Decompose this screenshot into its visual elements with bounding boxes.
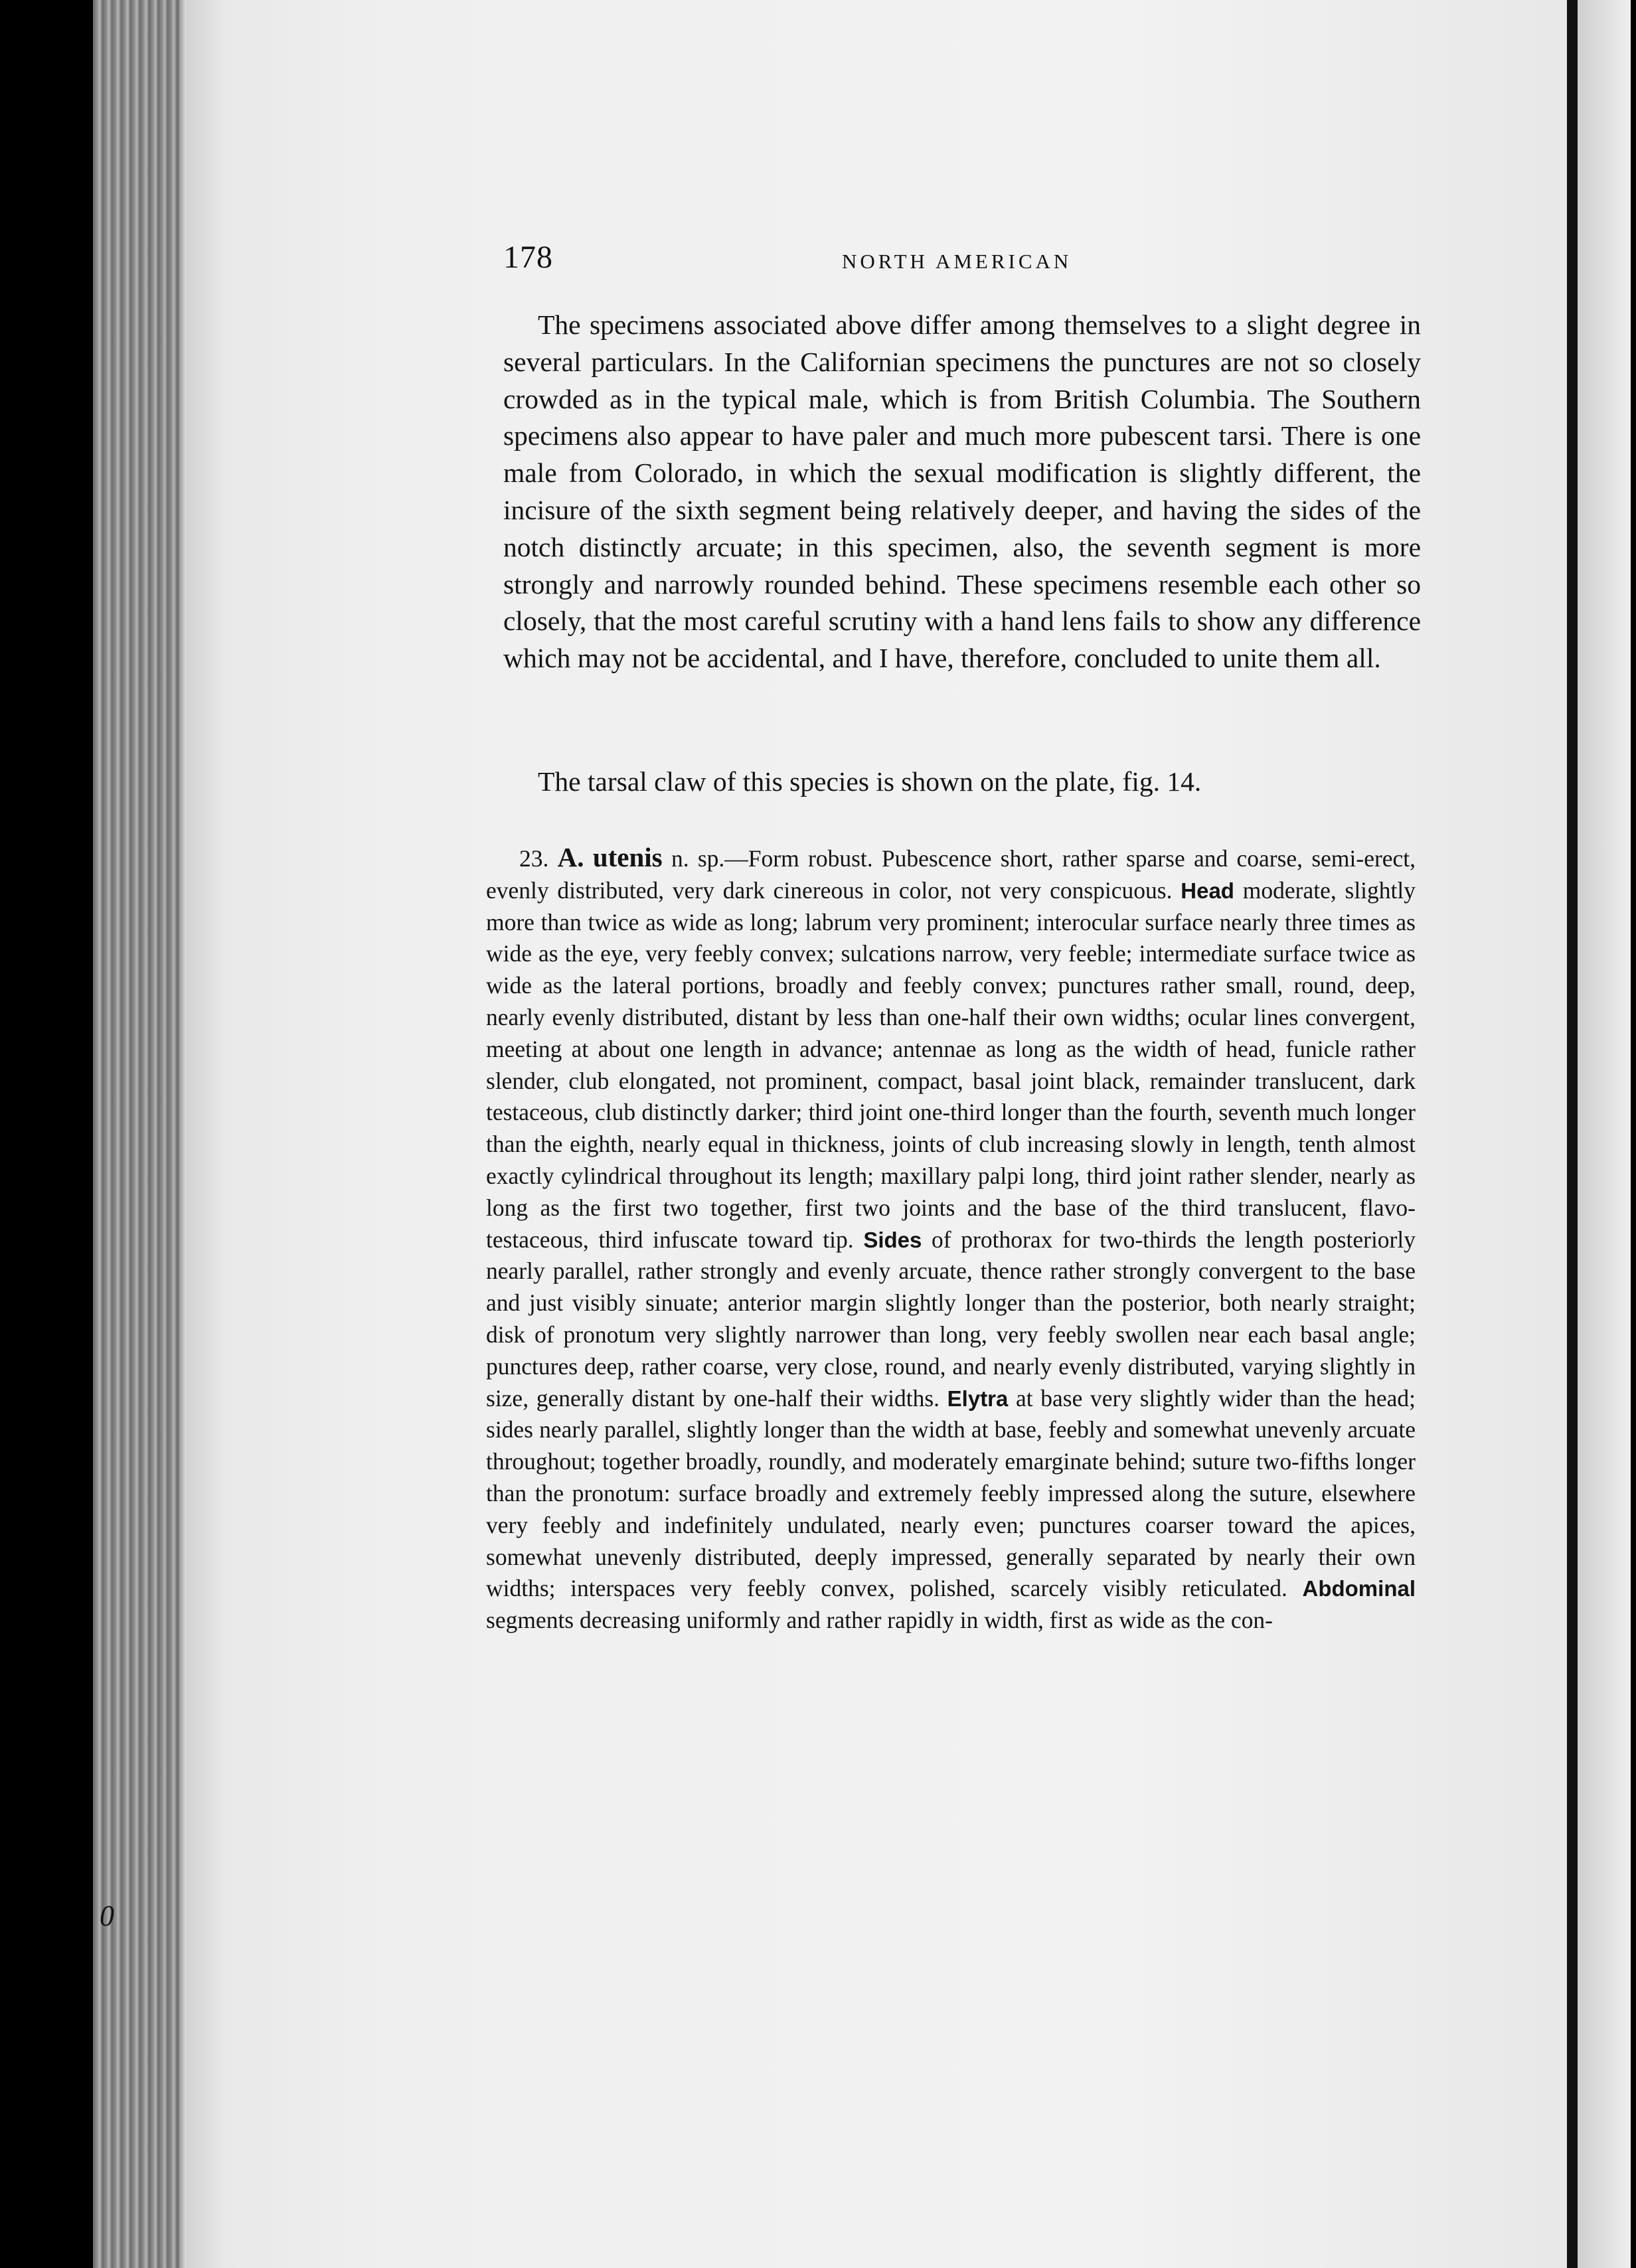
margin-mark: 0: [100, 1900, 114, 1932]
page-header: [503, 239, 1420, 285]
head-description: moderate, slightly more than twice as wide as long; labrum very prominent; interocular surface nearly three times as wide as the eye, very feebly convex; sulcations narrow, very feeble; intermediate surface twice as wide as the lateral portions, broadly and feebly convex; punctures rather small, round, deep, nearly evenly distributed, distant by less than one-half their own widths; ocular lines convergent, meeting at about one length in advance; antennae as long as the width of head, funicle rather slender, club elongated, not prominent, compact, basal joint black, remainder translucent, dark testaceous, club distinctly darker; third joint one-third longer than the fourth, seventh much longer than the eighth, nearly equal in thickness, joints of club increasing slowly in length, tenth almost exactly cylindrical throughout its length; maxillary palpi long, third joint rather slender, nearly as long as the first two together, first two joints and the base of the third translucent, flavo-testaceous, third infuscate toward tip.: [486, 876, 1416, 1253]
species-name: utenis: [592, 842, 663, 872]
entry-number: 23.: [519, 845, 549, 872]
scan-border-right: [1631, 0, 1636, 2268]
elytra-description: at base very slightly wider than the head; sides nearly parallel, slightly longer than the width at base, feebly and somewhat unevenly arcuate throughout; together broadly, roundly, and moderately emarginate behind; suture two-fifths longer than the pronotum: surface broadly and extremely feebly impressed along the suture, elsewhere very feebly and indefinitely undulated, nearly even; punctures coarser toward the apices, somewhat unevenly distributed, deeply impressed, generally separated by nearly their own widths; interspaces very feebly convex, polished, scarcely visibly reticulated.: [486, 1384, 1416, 1602]
head-label: Head: [1181, 878, 1234, 903]
species-description: [486, 842, 1416, 1637]
page-number: 178: [503, 240, 553, 275]
continuation-paragraph: The specimens associated above differ among themselves to a slight degree in several particulars. In the Californian specimens the punctures are not so closely crowded as in the typical male, which is from British Columbia. The Southern specimens also appear to have paler and much more pubescent tarsi. There is one male from Colorado, in which the sexual modification is slightly different, the incisure of the sixth segment being relatively deeper, and having the sides of the notch distinctly arcuate; in this specimen, also, the seventh segment is more strongly and narrowly rounded behind. These specimens resemble each other so closely, that the most careful scrutiny with a hand lens fails to show any difference which may not be accidental, and I have, therefore, concluded to unite them all.: [503, 309, 1421, 674]
sides-label: Sides: [863, 1227, 922, 1252]
abdominal-label: Abdominal: [1302, 1576, 1416, 1601]
facing-page-sliver: [1578, 0, 1636, 2268]
tarsal-claw-note: The tarsal claw of this species is shown on the plate, fig. 14.: [538, 766, 1202, 797]
genus-abbreviation: A.: [557, 842, 584, 872]
running-head: NORTH AMERICAN: [842, 250, 1072, 273]
elytra-label: Elytra: [947, 1386, 1009, 1411]
book-gutter: [1567, 0, 1578, 2268]
abdominal-description: segments decreasing uniformly and rather rapidly in width, first as wide as the con-: [486, 1607, 1273, 1634]
description-intro: n. sp.—Form robust. Pubescence short, rather sparse and coarse, semi-erect, evenly distributed, very dark cinereous in color, not very conspicuous.: [486, 845, 1416, 904]
scan-border-left: [0, 0, 93, 2268]
sides-description: of prothorax for two-thirds the length posteriorly nearly parallel, rather strongly and evenly arcuate, thence rather strongly convergent to the base and just visibly sinuate; anterior margin slightly longer than the posterior, both nearly straight; disk of pronotum very slightly narrower than long, very feebly swollen near each basal angle; punctures deep, rather coarse, very close, round, and nearly evenly distributed, varying slightly in size, generally distant by one-half their widths.: [486, 1226, 1416, 1412]
